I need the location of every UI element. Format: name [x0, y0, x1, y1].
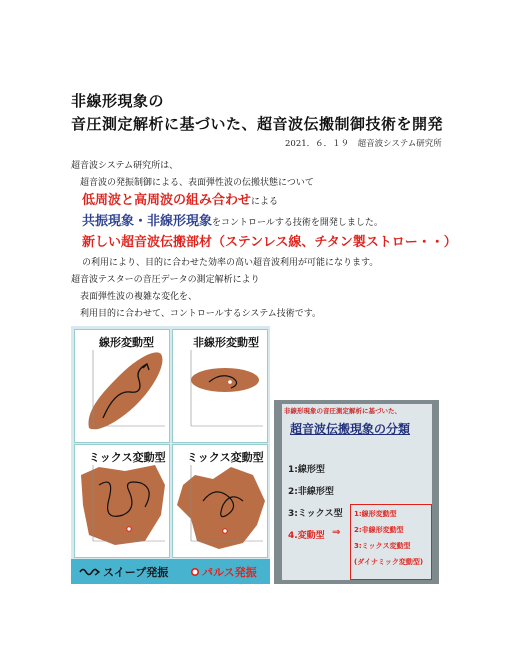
- title-line-1: 非線形現象の: [71, 92, 165, 110]
- chart-linear: [74, 329, 170, 443]
- photo-item-3: 3:ミックス型: [288, 509, 343, 519]
- chart-3-title: ミックス変動型: [89, 451, 166, 464]
- chart-nonlinear: [172, 329, 268, 443]
- photo-heading: 非線形現象の音圧測定解析に基づいた、: [284, 407, 401, 415]
- chart-1-title: 線形変動型: [99, 336, 154, 349]
- body-line-8: 表面弾性波の複雑な変化を、: [80, 292, 198, 302]
- legend-pulse-label: パルス発振: [202, 566, 257, 579]
- body-line-1: 超音波システム研究所は、: [71, 161, 179, 171]
- body-line-7: 超音波テスターの音圧データの測定解析により: [71, 275, 260, 285]
- photo-item-4: 4.変動型: [288, 531, 325, 541]
- body-line-6: の利用により、目的に合わせた効率の高い超音波利用が可能になります。: [82, 258, 379, 268]
- photo-subitem-1: 1:線形変動型: [354, 510, 397, 518]
- body-line-4: [82, 210, 383, 229]
- chart-2-title: 非線形変動型: [193, 336, 259, 349]
- body-line-2: 超音波の発振制御による、表面弾性波の伝搬状態について: [80, 178, 314, 188]
- title-line-2: 音圧測定解析に基づいた、超音波伝搬制御技術を開発: [71, 115, 444, 133]
- body-line-9: 利用目的に合わせて、コントロールするシステム技術です。: [80, 309, 322, 319]
- legend-bar: [71, 559, 270, 584]
- photo-item-2: 2:非線形型: [288, 487, 334, 497]
- photo-subitem-3: 3:ミックス変動型: [354, 542, 411, 550]
- chart-4-title: ミックス変動型: [187, 451, 264, 464]
- emphasis-low-high-frequency: 低周波と高周波の組み合わせ: [82, 193, 252, 208]
- photo-subitem-4: (ダイナミック変動型): [354, 558, 424, 566]
- date-author: 2021．６．１９ 超音波システム研究所: [285, 139, 442, 149]
- photo-arrow: ⇒: [332, 527, 341, 538]
- legend-sweep-label: スイープ発振: [103, 566, 169, 579]
- photo-subitem-2: 2:非線形変動型: [354, 526, 404, 534]
- photo-subitem-box: [350, 504, 432, 580]
- line3-suffix: による: [251, 197, 279, 207]
- photo-item-1: 1:線形型: [288, 465, 325, 475]
- photo-screen: [282, 404, 432, 580]
- chart-figure-panel: [71, 326, 270, 584]
- emphasis-resonance-nonlinear: 共振現象・非線形現象: [82, 214, 213, 229]
- chart-mix-2: [172, 444, 268, 558]
- chart-mix-1: [74, 444, 170, 558]
- photo-title: 超音波伝搬現象の分類: [290, 422, 411, 436]
- line4-suffix: をコントロールする技術を開発しました。: [212, 218, 383, 228]
- emphasis-new-materials: 新しい超音波伝搬部材（ステンレス線、チタン製ストロー・・）: [82, 235, 457, 250]
- pulse-circle-icon: [190, 567, 200, 577]
- body-line-3: [82, 189, 278, 208]
- sweep-wave-icon: [79, 567, 101, 577]
- classification-photo: [274, 400, 439, 584]
